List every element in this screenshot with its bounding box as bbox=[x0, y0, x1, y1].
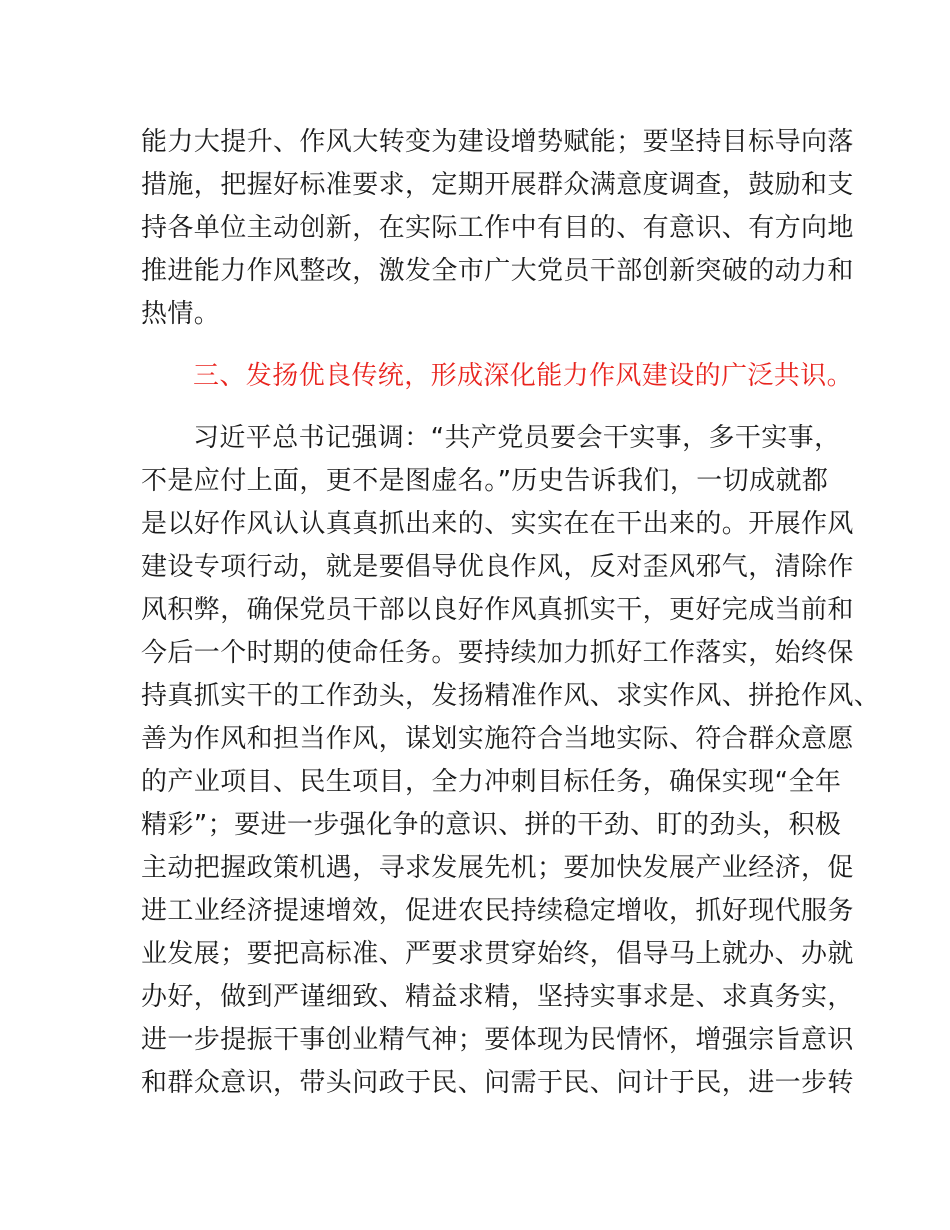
text-line: 不是应付上面，更不是图虚名。”历史告诉我们，一切成就都 bbox=[141, 466, 829, 496]
text-line: 能力大提升、作风大转变为建设增势赋能；要坚持目标导向落 bbox=[141, 127, 854, 157]
text-line: 持真抓实干的工作劲头，发扬精准作风、求实作风、拼抢作风、 bbox=[141, 681, 881, 711]
section-heading: 三、发扬优良传统，形成深化能力作风建设的广泛共识。 bbox=[193, 361, 854, 391]
text-line: 进工业经济提速增效，促进农民持续稳定增收，抓好现代服务 bbox=[141, 896, 854, 926]
text-line: 善为作风和担当作风，谋划实施符合当地实际、符合群众意愿 bbox=[141, 724, 854, 754]
text-line: 今后一个时期的使命任务。要持续加力抓好工作落实，始终保 bbox=[141, 638, 854, 668]
text-line: 进一步提振干事创业精气神；要体现为民情怀，增强宗旨意识 bbox=[141, 1025, 854, 1055]
text-line: 精彩”；要进一步强化争的意识、拼的干劲、盯的劲头，积极 bbox=[141, 810, 842, 840]
text-line: 措施，把握好标准要求，定期开展群众满意度调查，鼓励和支 bbox=[141, 170, 854, 200]
text-line: 业发展；要把高标准、严要求贯穿始终，倡导马上就办、办就 bbox=[141, 939, 854, 969]
text-line: 的产业项目、民生项目，全力冲刺目标任务，确保实现“全年 bbox=[141, 767, 842, 797]
text-line: 办好，做到严谨细致、精益求精，坚持实事求是、求真务实， bbox=[141, 982, 854, 1012]
text-line: 主动把握政策机遇，寻求发展先机；要加快发展产业经济，促 bbox=[141, 853, 854, 883]
text-line: 持各单位主动创新，在实际工作中有目的、有意识、有方向地 bbox=[141, 213, 854, 243]
text-line: 习近平总书记强调：“共产党员要会干实事，多干实事， bbox=[193, 423, 841, 453]
text-line: 和群众意识，带头问政于民、问需于民、问计于民，进一步转 bbox=[141, 1068, 854, 1098]
text-line: 建设专项行动，就是要倡导优良作风，反对歪风邪气，清除作 bbox=[141, 552, 854, 582]
text-line: 热情。 bbox=[141, 299, 221, 329]
text-line: 风积弊，确保党员干部以良好作风真抓实干，更好完成当前和 bbox=[141, 595, 854, 625]
text-line: 是以好作风认认真真抓出来的、实实在在干出来的。开展作风 bbox=[141, 509, 854, 539]
text-line: 推进能力作风整改，激发全市广大党员干部创新突破的动力和 bbox=[141, 256, 854, 286]
